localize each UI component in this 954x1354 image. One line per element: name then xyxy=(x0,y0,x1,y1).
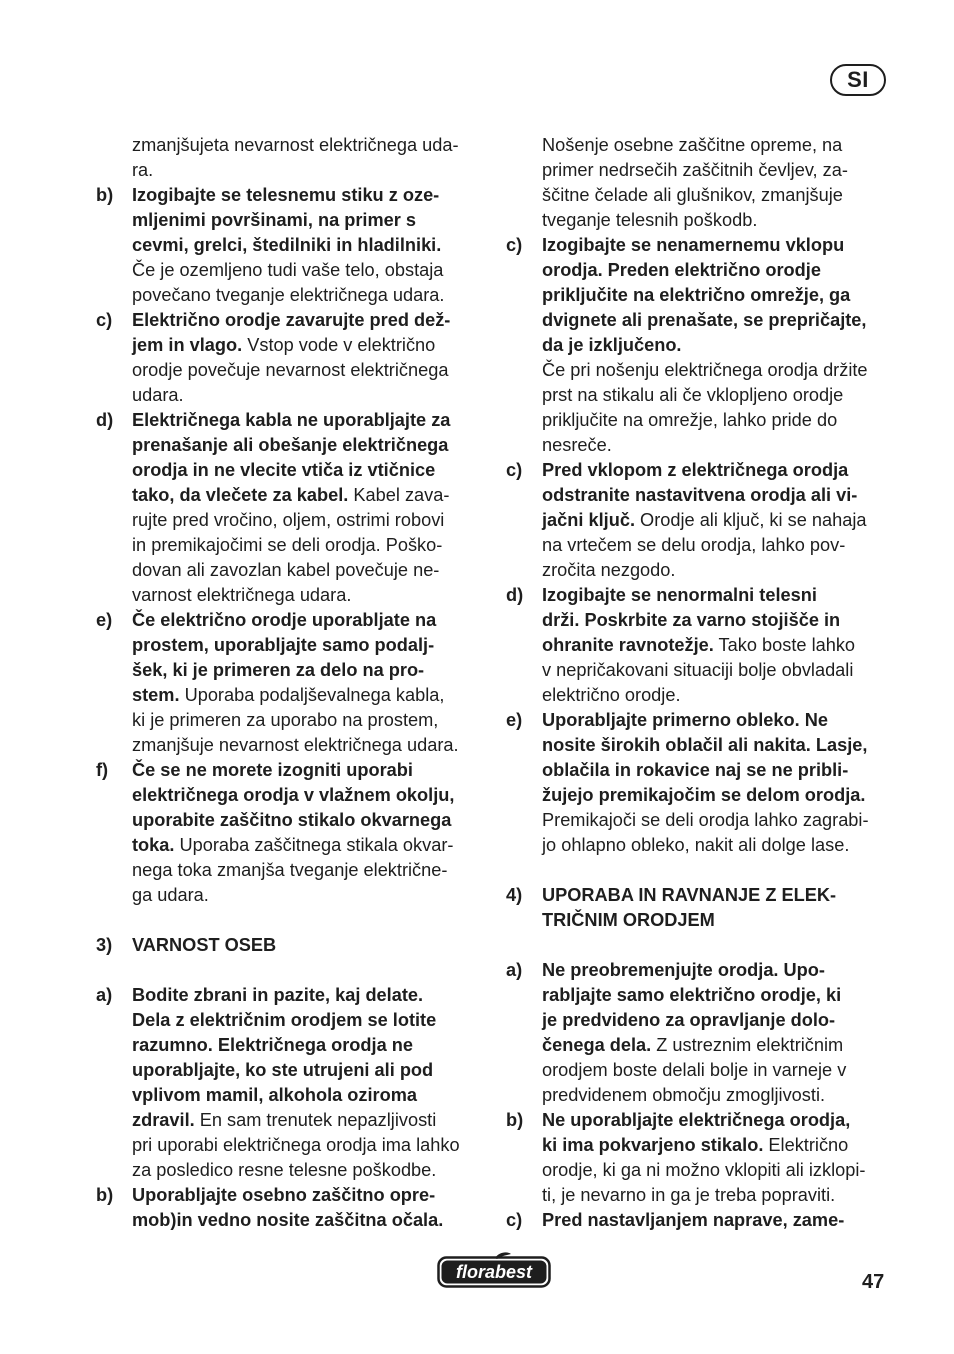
text-line: pri uporabi električnega orodja ima lahko xyxy=(132,1135,460,1155)
text-line: Nošenje osebne zaščitne opreme, na xyxy=(542,135,843,155)
list-item-d xyxy=(96,408,484,433)
text-line xyxy=(96,483,484,508)
text-line xyxy=(96,333,484,358)
text-line: prst na stikalu ali če vklopljeno orodje xyxy=(542,385,844,405)
bold-text: vplivom mamil, alkohola oziroma xyxy=(132,1085,418,1105)
bold-text: Ne preobremenjujte orodja. Upo- xyxy=(542,960,825,980)
list-label: d) xyxy=(506,585,524,605)
list-item-a xyxy=(506,958,894,983)
bold-text: cevmi, grelci, štedilniki in hladilniki. xyxy=(132,235,442,255)
section-heading-4 xyxy=(506,883,894,908)
bold-text: toka. xyxy=(132,835,175,855)
list-label: f) xyxy=(96,760,109,780)
text-line xyxy=(506,633,894,658)
bold-text: Bodite zbrani in pazite, kaj delate. xyxy=(132,985,424,1005)
normal-text: Kabel zava- xyxy=(348,485,450,505)
list-label: b) xyxy=(96,1185,114,1205)
list-label: a) xyxy=(96,985,113,1005)
list-item-c xyxy=(96,308,484,333)
normal-text: En sam trenutek nepazljivosti xyxy=(194,1110,437,1130)
text-line xyxy=(96,1108,484,1133)
text-line: na vrtečem se delu orodja, lahko pov- xyxy=(542,535,846,555)
bold-text: razumno. Električnega orodja ne xyxy=(132,1035,413,1055)
bold-text: Uporabljajte primerno obleko. Ne xyxy=(542,710,829,730)
text-line: ščitne čelade ali glušnikov, zmanjšuje xyxy=(542,185,843,205)
text-line: tveganje telesnih poškodb. xyxy=(542,210,758,230)
text-line: ki je primeren za uporabo na prostem, xyxy=(132,710,439,730)
text-line: v nepričakovani situaciji bolje obvladali xyxy=(542,660,854,680)
text-line: dovan ali zavozlan kabel povečuje ne- xyxy=(132,560,440,580)
text-line: varnost električnega udara. xyxy=(132,585,352,605)
list-item-a xyxy=(96,983,484,1008)
normal-text: Uporaba podaljševalnega kabla, xyxy=(179,685,445,705)
section-title: VARNOST OSEB xyxy=(132,935,277,955)
florabest-logo-icon xyxy=(437,1251,551,1289)
page-number: 47 xyxy=(862,1271,885,1293)
list-item-c xyxy=(506,458,894,483)
list-item-c xyxy=(506,1208,894,1233)
list-label: a) xyxy=(506,960,523,980)
normal-text: Z ustreznim električnim xyxy=(651,1035,844,1055)
list-item-f xyxy=(96,758,484,783)
bold-text: Ne uporabljajte električnega orodja, xyxy=(542,1110,851,1130)
language-badge: SI xyxy=(830,64,886,96)
text-line: orodje povečuje nevarnost električnega xyxy=(132,360,449,380)
text-line: jo ohlapno obleko, nakit ali dolge lase. xyxy=(542,835,850,855)
text-line: zmanjšujeta nevarnost električnega uda- xyxy=(132,135,459,155)
logo-text: florabest xyxy=(455,1262,533,1282)
text-line: Premikajoči se deli orodja lahko zagrabi- xyxy=(542,810,869,830)
text-line xyxy=(506,1033,894,1058)
bold-text: Pred vklopom z električnega orodja xyxy=(542,460,849,480)
florabest-logo xyxy=(437,1251,551,1289)
bold-text: žujejo premikajočim se delom orodja. xyxy=(542,785,866,805)
section-title: TRIČNIM ORODJEM xyxy=(542,910,715,930)
bold-text: šek, ki je primeren za delo na pro- xyxy=(132,660,425,680)
bold-text: Uporabljajte osebno zaščitno opre- xyxy=(132,1185,436,1205)
text-line: ti, je nevarno in ga je treba popraviti. xyxy=(542,1185,836,1205)
bold-text: Če električno orodje uporabljate na xyxy=(132,610,437,630)
text-line xyxy=(96,833,484,858)
bold-text: uporabite zaščitno stikalo okvarnega xyxy=(132,810,452,830)
text-line: nega toka zmanjša tveganje električne- xyxy=(132,860,448,880)
text-line: predvidenem območju zmogljivosti. xyxy=(542,1085,826,1105)
list-item-e xyxy=(506,708,894,733)
normal-text: Električno xyxy=(763,1135,849,1155)
list-label: c) xyxy=(506,460,523,480)
left-column xyxy=(96,133,484,1233)
list-item-d xyxy=(506,583,894,608)
bold-text: prostem, uporabljajte samo podalj- xyxy=(132,635,435,655)
text-line: Če pri nošenju električnega orodja držite xyxy=(542,360,868,380)
bold-text: odstranite nastavitvena orodja ali vi- xyxy=(542,485,858,505)
list-label: c) xyxy=(96,310,113,330)
normal-text: Orodje ali ključ, ki se nahaja xyxy=(635,510,867,530)
list-label: c) xyxy=(506,235,523,255)
bold-text: prenašanje ali obešanje električnega xyxy=(132,435,449,455)
list-label: b) xyxy=(506,1110,524,1130)
bold-text: ki ima pokvarjeno stikalo. xyxy=(542,1135,764,1155)
bold-text: da je izključeno. xyxy=(542,335,682,355)
text-line: in premikajočimi se deli orodja. Poško- xyxy=(132,535,443,555)
text-line: rujte pred vročino, oljem, ostrimi robovi xyxy=(132,510,445,530)
text-line: udara. xyxy=(132,385,184,405)
right-column xyxy=(506,133,894,1233)
list-item-e xyxy=(96,608,484,633)
bold-text: Če se ne morete izogniti uporabi xyxy=(132,760,413,780)
list-label: e) xyxy=(506,710,523,730)
bold-text: stem. xyxy=(132,685,180,705)
text-line: primer nedrsečih zaščitnih čevljev, za- xyxy=(542,160,848,180)
text-line: Če je ozemljeno tudi vaše telo, obstaja xyxy=(132,260,444,280)
bold-text: je predvideno za opravljanje dolo- xyxy=(542,1010,836,1030)
bold-text: zdravil. xyxy=(132,1110,195,1130)
bold-text: čenega dela. xyxy=(542,1035,652,1055)
bold-text: Izogibajte se nenamernemu vklopu xyxy=(542,235,845,255)
text-line: orodje, ki ga ni možno vklopiti ali izklopi- xyxy=(542,1160,866,1180)
text-line: zmanjšuje nevarnost električnega udara. xyxy=(132,735,459,755)
list-item-c xyxy=(506,233,894,258)
bold-text: Dela z električnim orodjem se lotite xyxy=(132,1010,437,1030)
list-label: e) xyxy=(96,610,113,630)
text-line: povečano tveganje električnega udara. xyxy=(132,285,445,305)
list-item-b xyxy=(96,1183,484,1208)
bold-text: nosite širokih oblačil ali nakita. Lasje, xyxy=(542,735,868,755)
section-heading-3 xyxy=(96,933,484,958)
bold-text: uporabljajte, ko ste utrujeni ali pod xyxy=(132,1060,434,1080)
bold-text: drži. Poskrbite za varno stojišče in xyxy=(542,610,841,630)
text-line: nesreče. xyxy=(542,435,612,455)
list-item-b xyxy=(96,183,484,208)
bold-text: dvignete ali prenašate, se prepričajte, xyxy=(542,310,867,330)
section-number: 4) xyxy=(506,885,523,905)
text-line: ga udara. xyxy=(132,885,209,905)
bold-text: ohranite ravnotežje. xyxy=(542,635,714,655)
text-line: električno orodje. xyxy=(542,685,681,705)
text-line xyxy=(96,683,484,708)
bold-text: Izogibajte se telesnemu stiku z oze- xyxy=(132,185,440,205)
normal-text: Tako boste lahko xyxy=(713,635,856,655)
bold-text: Električno orodje zavarujte pred dež- xyxy=(132,310,451,330)
bold-text: Električnega kabla ne uporabljajte za xyxy=(132,410,451,430)
bold-text: mljenimi površinami, na primer s xyxy=(132,210,417,230)
list-label: d) xyxy=(96,410,114,430)
bold-text: jem in vlago. xyxy=(132,335,243,355)
bold-text: tako, da vlečete za kabel. xyxy=(132,485,349,505)
text-line xyxy=(506,508,894,533)
text-line: ra. xyxy=(132,160,154,180)
text-line: za posledico resne telesne poškodbe. xyxy=(132,1160,437,1180)
text-line: orodjem boste delali bolje in varneje v xyxy=(542,1060,847,1080)
list-label: b) xyxy=(96,185,114,205)
bold-text: mob)in vedno nosite zaščitna očala. xyxy=(132,1210,444,1230)
section-title: UPORABA IN RAVNANJE Z ELEK- xyxy=(542,885,837,905)
bold-text: električnega orodja v vlažnem okolju, xyxy=(132,785,455,805)
text-line: priključite na omrežje, lahko pride do xyxy=(542,410,838,430)
bold-text: jačni ključ. xyxy=(542,510,635,530)
text-line xyxy=(506,1133,894,1158)
bold-text: orodja in ne vlecite vtiča iz vtičnice xyxy=(132,460,436,480)
normal-text: Uporaba zaščitnega stikala okvar- xyxy=(174,835,454,855)
bold-text: priključite na električno omrežje, ga xyxy=(542,285,851,305)
bold-text: rabljajte samo električno orodje, ki xyxy=(542,985,842,1005)
bold-text: oblačila in rokavice naj se ne pribli- xyxy=(542,760,849,780)
bold-text: Izogibajte se nenormalni telesni xyxy=(542,585,817,605)
list-label: c) xyxy=(506,1210,523,1230)
bold-text: Pred nastavljanjem naprave, zame- xyxy=(542,1210,845,1230)
section-number: 3) xyxy=(96,935,113,955)
normal-text: Vstop vode v električno xyxy=(242,335,436,355)
list-item-b xyxy=(506,1108,894,1133)
bold-text: orodja. Preden električno orodje xyxy=(542,260,821,280)
text-line: zročita nezgodo. xyxy=(542,560,676,580)
